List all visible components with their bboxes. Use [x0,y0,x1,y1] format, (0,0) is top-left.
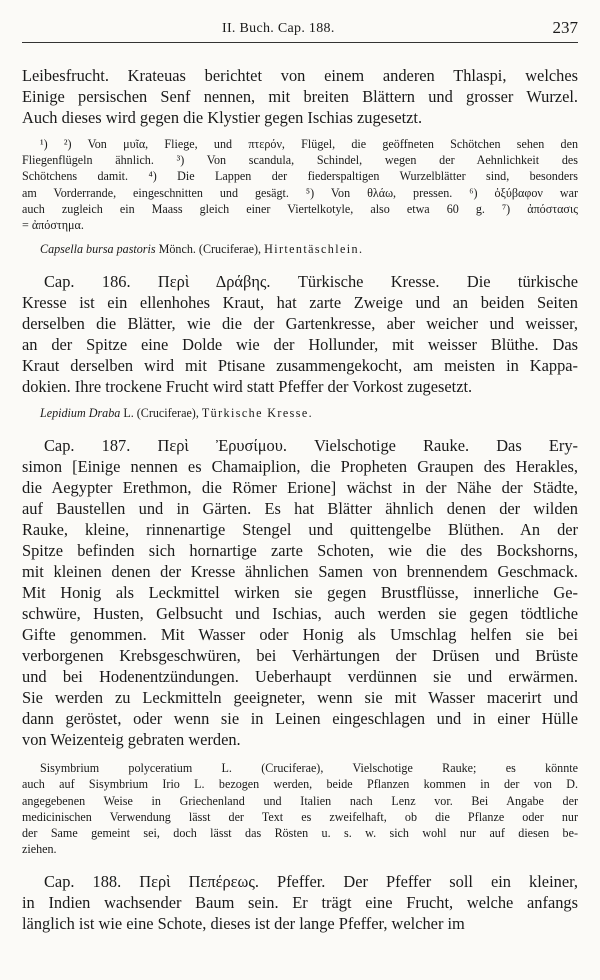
common-name: Türkische Kresse. [201,406,314,421]
identification-text: Mönch. (Cruciferae), [155,242,265,257]
footnote-line: auch zugleich ein Maass gleich einer Viertelkotyle, also etwa 60 g. ⁷) ἀπόστασις [22,201,578,216]
note-line: auch auf Sisymbrium Irio L. bezogen werden, beide Pflanzen kommen in der von D. [22,777,578,792]
note-line: angegebenen Weise in Griechenland und Italien nach Lenz vor. Bei Angabe der [22,793,578,808]
text-line: Auch dieses wird gegen die Klystier gegen Ischias zugesetzt. [22,108,423,127]
running-head: II. Buch. Cap. 188. [222,21,335,36]
footnote-line: Schötchens damit. ⁴) Die Lappen der fiederspaltigen Wurzelblätter sind, besonders [22,169,578,184]
footnote-line: = ἀπόστημα. [22,218,84,233]
identification-lepidium [22,405,578,421]
text-line: derselben die Blätter, wie die der Gartenkresse, aber weicher und weisser, [22,314,578,334]
identification-capsella [22,241,578,257]
text-line: Gifte genommen. Mit Wasser oder Honig als Umschlag helfen sie bei [22,625,578,645]
note-line: Sisymbrium polyceratium L. (Cruciferae), Vielschotige Rauke; es könnte [40,761,578,776]
chapter-heading-line: Cap. 187. Περὶ Ἐρυσίμου. Vielschotige Rauke. Das Ery- [44,436,578,456]
footnote-line: ¹) ²) Von μυῖα, Fliege, und πτερόν, Flügel, die geöffneten Schötchen sehen den [40,137,578,151]
text-line: dokien. Ihre trockene Frucht wird statt Pfeffer der Vorkost zugesetzt. [22,377,473,397]
latin-name: Lepidium Draba [40,406,121,421]
text-line: an der Spitze eine Dolde wie der Hollunder, mit weisser Blüthe. Das [22,335,578,355]
text-line: in Indien wachsender Baum sein. Er trägt eine Frucht, welche anfangs [22,893,578,913]
identification-text: L. (Cruciferae), [120,406,202,421]
text-line: dann geröstet, oder wenn sie in Leinen eingeschlagen und in einer Hülle [22,709,578,729]
text-line: simon [Einige nennen es Chamaiplion, die Propheten Graupen des Herakles, [22,457,578,477]
page-number: 237 [552,18,578,37]
chapter-187 [22,435,578,750]
text-line: auf Baustellen und in Gärten. Es hat Blätter ähnlich denen der wilden [22,499,578,519]
text-line: länglich ist wie eine Schote, dieses ist der lange Pfeffer, welcher im [22,914,465,934]
latin-name: Capsella bursa pastoris [40,242,156,257]
text-line: verborgenen Krebsgeschwüren, bei Verhärtungen der Drüsen und Brüste [22,646,578,666]
page-header [22,0,578,43]
text-line: Kresse ist ein ellenhohes Kraut, hat zarte Zweige und an beiden Seiten [22,293,578,313]
footnotes [22,136,578,233]
chapter-heading-line: Cap. 188. Περὶ Πεπέρεως. Pfeffer. Der Pfeffer soll ein kleiner, [44,872,578,892]
text-line: Mit Honig als Leckmittel wirken sie gegen Brustflüsse, innerliche Ge- [22,583,578,603]
chapter-186 [22,271,578,397]
footnote-line: Fliegenflügeln ähnlich. ³) Von scandula, Schindel, wegen der Aehnlichkeit des [22,153,578,168]
text-line: schwüre, Husten, Gelbsucht und Ischias, auch werden sie gegen tödtliche [22,604,578,624]
body-text [22,65,578,934]
text-line: Leibesfrucht. Krateuas berichtet von einem anderen Thlaspi, welches [22,66,578,85]
text-line: die Aegypter Erethmon, die Römer Erione] wächst in der Nähe der Städte, [22,478,578,498]
text-line: Einige persischen Senf nennen, mit breiten Blättern und grosser Wurzel. [22,87,578,106]
chapter-heading-line: Cap. 186. Περὶ Δράβης. Türkische Kresse. Die türkische [44,272,578,292]
text-line: mit kleinen denen der Kresse ähnlichen Samen von brennendem Geschmack. [22,562,578,582]
note-line: medicinischen Verwendung lässt der Text es zweifelhaft, ob die Pflanze oder nur [22,809,578,824]
text-line: Kraut derselben wird mit Ptisane zusammengekocht, am meisten in Kappa- [22,356,578,376]
text-line: von Weizenteig gebraten werden. [22,730,241,750]
footnote-line: am Vorderrande, eingeschnitten und gesägt. ⁵) Von θλάω, pressen. ⁶) ὀξύβαφον war [22,185,578,200]
chapter-188 [22,871,578,934]
note-line: der Same gemeint sei, doch lässt das Rösten u. s. w. sich wohl nur auf diesen be- [22,826,578,841]
text-line: und bei Hodenentzündungen. Ueberhaupt verdünnen sie und erwärmen. [22,667,578,687]
note-187 [22,760,578,857]
book-page [22,0,578,934]
text-line: Spitze befinden sich hornartige zarte Schoten, wie die des Bockshorns, [22,541,578,561]
text-line: Rauke, kleine, rinnenartige Stengel und quittengelbe Blüthen. An der [22,520,578,540]
text-line: Sie werden zu Leckmitteln geeigneter, wenn sie mit Wasser macerirt und [22,688,578,708]
note-line: ziehen. [22,842,57,857]
common-name: Hirtentäschlein. [264,242,364,257]
